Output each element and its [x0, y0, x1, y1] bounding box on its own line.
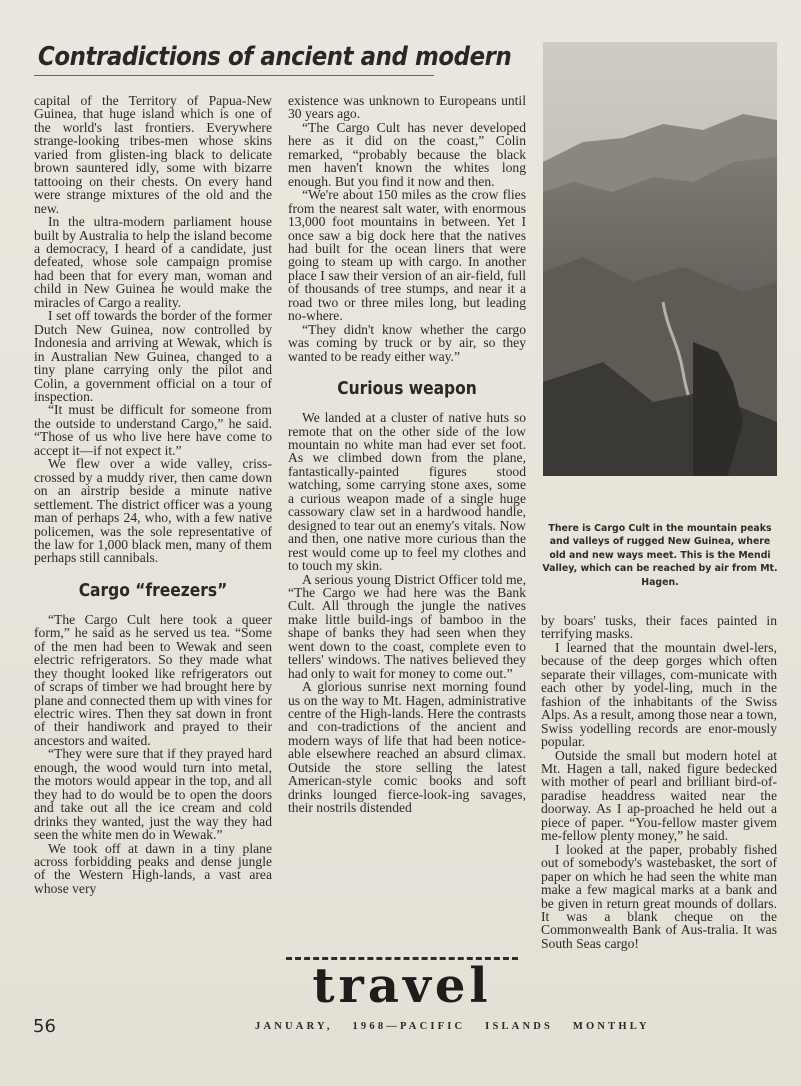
paragraph: I looked at the paper, probably fished out of somebody's wastebasket, the sort of paper on which he had seen the white man make a few magical marks at a bank and be given in return great mounds of dollars. It was a blank cheque on the Commonwealth Bank of Aus-tralia. It was South Seas cargo!: [541, 841, 777, 951]
paragraph: “The Cargo Cult here took a queer form,” he said as he served us tea. “Some of the men had been to Wewak and seen electric refrigerators. So they made what they thought looked like refrigerators out of scraps of timber we had brought here by plane and connected them up with vines for electric wires. Then they sat down in front of their handiwork and prayed to their ancestors and waited.: [34, 611, 272, 748]
paragraph: A glorious sunrise next morning found us on the way to Mt. Hagen, administrative centre of the High-lands. Here the contrasts and con-tradictions of the ancient and modern ways of life that had been notice-able elsewhere reached an absurd climax. Outside the store selling the latest American-style comic books and soft drinks lounged fierce-look-ing savages, their nostrils distended: [288, 679, 526, 816]
photo-caption: There is Cargo Cult in the mountain peaks and valleys of rugged New Guinea, where old and new ways meet. This is the Mendi Valley, which can be reached by air from Mt. Hagen.: [542, 523, 778, 588]
section-label-travel: travel: [312, 958, 492, 1014]
paragraph: “It must be difficult for someone from the outside to understand Cargo,” he said. “Those of us who live here have come to accept it—if not expect it.”: [34, 402, 272, 458]
headline-rule: [34, 75, 434, 76]
paragraph: A serious young District Officer told me, “The Cargo we had here was the Bank Cult. All through the jungle the natives make little build-ings of bamboo in the shape of banks they had seen when they went down to the coast, complete even to tellers' windows. The natives believed they had only to wait for money to come out.”: [288, 571, 526, 681]
column-2: [288, 94, 526, 815]
page-number: 56: [33, 1016, 56, 1037]
mendi-valley-photo: [543, 42, 777, 476]
mountain-landscape-image: [543, 42, 777, 476]
page-footer: [0, 1016, 801, 1040]
paragraph: We landed at a cluster of native huts so remote that on the other side of the low mountain no white man had ever set foot. As we climbed down from the plane, fantastically-painted figures stood watching, some carrying stone axes, some a curious weapon made of a single huge cassowary claw set in a hardwood handle, designed to tear out an enemy's vitals. Now and then, one native more curious than the rest would come up to feel my clothes and to touch my skin.: [288, 410, 526, 574]
paragraph: Outside the small but modern hotel at Mt. Hagen a tall, naked figure bedecked with mother of pearl and brilliant bird-of-paradise headdress waited near the doorway. As I ap-proached he held out a piece of paper. “You-fellow master givem me-fellow plenty money,” he said.: [541, 747, 777, 844]
paragraph: I set off towards the border of the former Dutch New Guinea, now controlled by Indonesia and arriving at Wewak, which is in Australian New Guinea, changed to a tiny plane carrying only the pilot and Colin, a government official on a tour of inspection.: [34, 308, 272, 404]
paragraph: We took off at dawn in a tiny plane across forbidding peaks and dense jungle of the Western High-lands, a vast area whose very: [34, 840, 272, 896]
paragraph: by boars' tusks, their faces painted in terrifying masks.: [541, 613, 777, 642]
paragraph: “The Cargo Cult has never developed here as it did on the coast,” Colin remarked, “probably because the black men haven't known the whites long enough. But you find it now and then.: [288, 119, 526, 189]
paragraph: capital of the Territory of Papua-New Guinea, that huge island which is one of the world's last frontiers. Everywhere strange-looking tribes-men whose skins varied from glisten-ing black to delicate brown sauntered idly, some with bizarre tattooing on their chests. On every hand were strange mixtures of the old and the new.: [34, 93, 272, 216]
paragraph: “They didn't know whether the cargo was coming by truck or by air, so they wanted to be ready either way.”: [288, 321, 526, 364]
paragraph: We flew over a wide valley, criss-crossed by a muddy river, then came down on an airstrip beside a minute native settlement. The district officer was a young man of perhaps 24, who, with a few native policemen, was the sole representative of the law for 1,000 black men, many of them perhaps still cannibals.: [34, 456, 272, 566]
publication-line: JANUARY, 1968—PACIFIC ISLANDS MONTHLY: [255, 1021, 650, 1032]
column-3: [541, 614, 777, 950]
paragraph: “We're about 150 miles as the crow flies from the nearest salt water, with enormous 13,000 foot mountains in between. Yet I once saw a big dock here that the natives had built for the ocean liners that were going to steam up with cargo. In another place I saw their version of an air-field, full of thousands of tree stumps, and near it a road two or three miles long, but leading no-where.: [288, 187, 526, 324]
column-1: [34, 94, 272, 895]
paragraph: In the ultra-modern parliament house built by Australia to help the island become a democracy, I heard of a candidate, just defeated, whose sole campaign promise had been that for every man, woman and child in New Guinea he would make the miracles of Cargo a reality.: [34, 214, 272, 310]
subheading-cargo-freezers: Cargo “freezers”: [78, 579, 228, 601]
paragraph: I learned that the mountain dwel-lers, because of the deep gorges which often separate their villages, com-municate with each other by yodel-ling, much in the fashion of the inhabitants of the Swiss Alps. As a result, among those near a town, Swiss yodelling records are enor-mously popular.: [541, 639, 777, 750]
paragraph: existence was unknown to Europeans until 30 years ago.: [288, 93, 526, 122]
article-headline: Contradictions of ancient and modern: [38, 42, 512, 72]
paragraph: “They were sure that if they prayed hard enough, the wood would turn into metal, the motors would appear in the top, and all they had to do would be to open the doors and take out all the ice cream and cold drinks they wanted, just the way they had seen the white men do in Wewak.”: [34, 746, 272, 843]
subheading-curious-weapon: Curious weapon: [337, 378, 477, 400]
